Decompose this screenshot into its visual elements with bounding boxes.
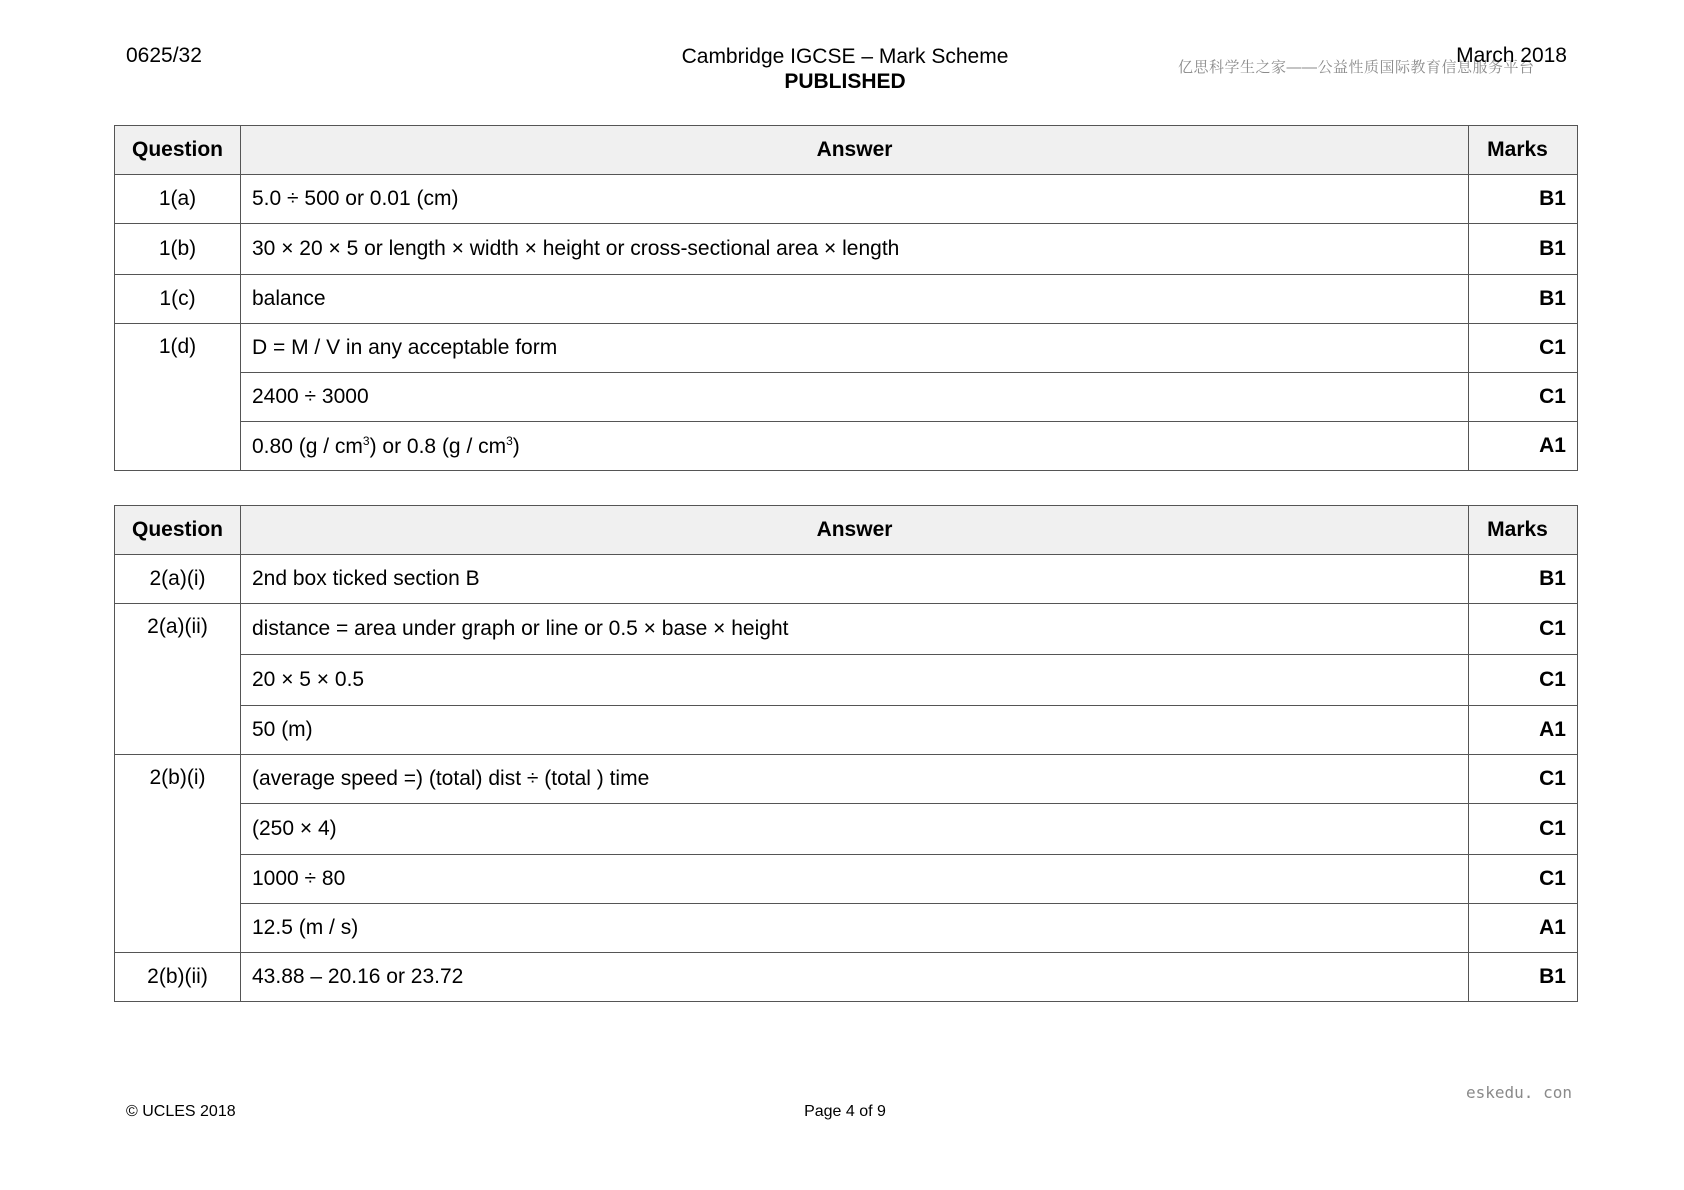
mark-cell: A1 [1469,706,1578,755]
mark-cell: B1 [1469,953,1578,1002]
question-cell: 1(b) [115,224,241,275]
table-row [115,655,1578,706]
question-cell: 2(b)(i) [115,755,241,953]
mark-scheme-table-1 [114,125,1578,471]
page-number: Page 4 of 9 [804,1103,886,1120]
mark-cell: C1 [1469,755,1578,804]
answer-cell: balance [241,275,1469,324]
question-header: Question [115,126,241,175]
table-row [115,275,1578,324]
mark-cell: A1 [1469,422,1578,471]
question-cell: 1(a) [115,175,241,224]
copyright: © UCLES 2018 [126,1103,236,1120]
answer-header: Answer [241,126,1469,175]
document-title: Cambridge IGCSE – Mark Scheme [681,45,1009,68]
question-cell: 1(d) [115,324,241,471]
mark-cell: C1 [1469,804,1578,855]
exam-date: March 2018 [1456,44,1567,67]
question-cell: 1(c) [115,275,241,324]
mark-cell: A1 [1469,904,1578,953]
answer-cell: (average speed =) (total) dist ÷ (total ) time [241,755,1469,804]
question-cell: 2(a)(ii) [115,604,241,755]
answer-cell: 2nd box ticked section B [241,555,1469,604]
published-label: PUBLISHED [784,70,906,93]
answer-cell: 30 × 20 × 5 or length × width × height or cross-sectional area × length [241,224,1469,275]
table-header-row [115,126,1578,175]
question-header: Question [115,506,241,555]
mark-cell: B1 [1469,555,1578,604]
table-row [115,373,1578,422]
table-row [115,324,1578,373]
answer-cell: 2400 ÷ 3000 [241,373,1469,422]
marks-header: Marks [1469,506,1578,555]
mark-cell: B1 [1469,224,1578,275]
table-row [115,422,1578,471]
answer-cell: 0.80 $(g / cm^3)$ or 0.8 $(g / cm^3)$ [241,422,1469,471]
table-row [115,175,1578,224]
document-header [600,44,1090,94]
table-row [115,804,1578,855]
answer-cell: 20 × 5 × 0.5 [241,655,1469,706]
answer-cell: 1000 ÷ 80 [241,855,1469,904]
answer-cell: 12.5 (m / s) [241,904,1469,953]
mark-cell: C1 [1469,855,1578,904]
mark-cell: C1 [1469,655,1578,706]
table-row [115,855,1578,904]
table-row [115,224,1578,275]
answer-header: Answer [241,506,1469,555]
mark-cell: C1 [1469,604,1578,655]
question-cell: 2(b)(ii) [115,953,241,1002]
table-row [115,904,1578,953]
answer-cell: 50 (m) [241,706,1469,755]
answer-cell: 5.0 ÷ 500 or 0.01 (cm) [241,175,1469,224]
mark-cell: B1 [1469,175,1578,224]
table-row [115,604,1578,655]
mark-scheme-table-2 [114,505,1578,1002]
table-row [115,555,1578,604]
answer-cell: D = M / V in any acceptable form [241,324,1469,373]
marks-header: Marks [1469,126,1578,175]
answer-cell: 43.88 – 20.16 or 23.72 [241,953,1469,1002]
mark-cell: C1 [1469,324,1578,373]
question-cell: 2(a)(i) [115,555,241,604]
table-header-row [115,506,1578,555]
mark-cell: C1 [1469,373,1578,422]
table-row [115,755,1578,804]
table-row [115,953,1578,1002]
paper-code: 0625/32 [126,44,202,67]
watermark-text: 亿思科学生之家——公益性质国际教育信息服务平台 [1178,59,1535,76]
watermark-site: eskedu. con [1466,1083,1572,1102]
answer-cell: distance = area under graph or line or 0.5 × base × height [241,604,1469,655]
answer-cell: (250 × 4) [241,804,1469,855]
table-row [115,706,1578,755]
mark-cell: B1 [1469,275,1578,324]
